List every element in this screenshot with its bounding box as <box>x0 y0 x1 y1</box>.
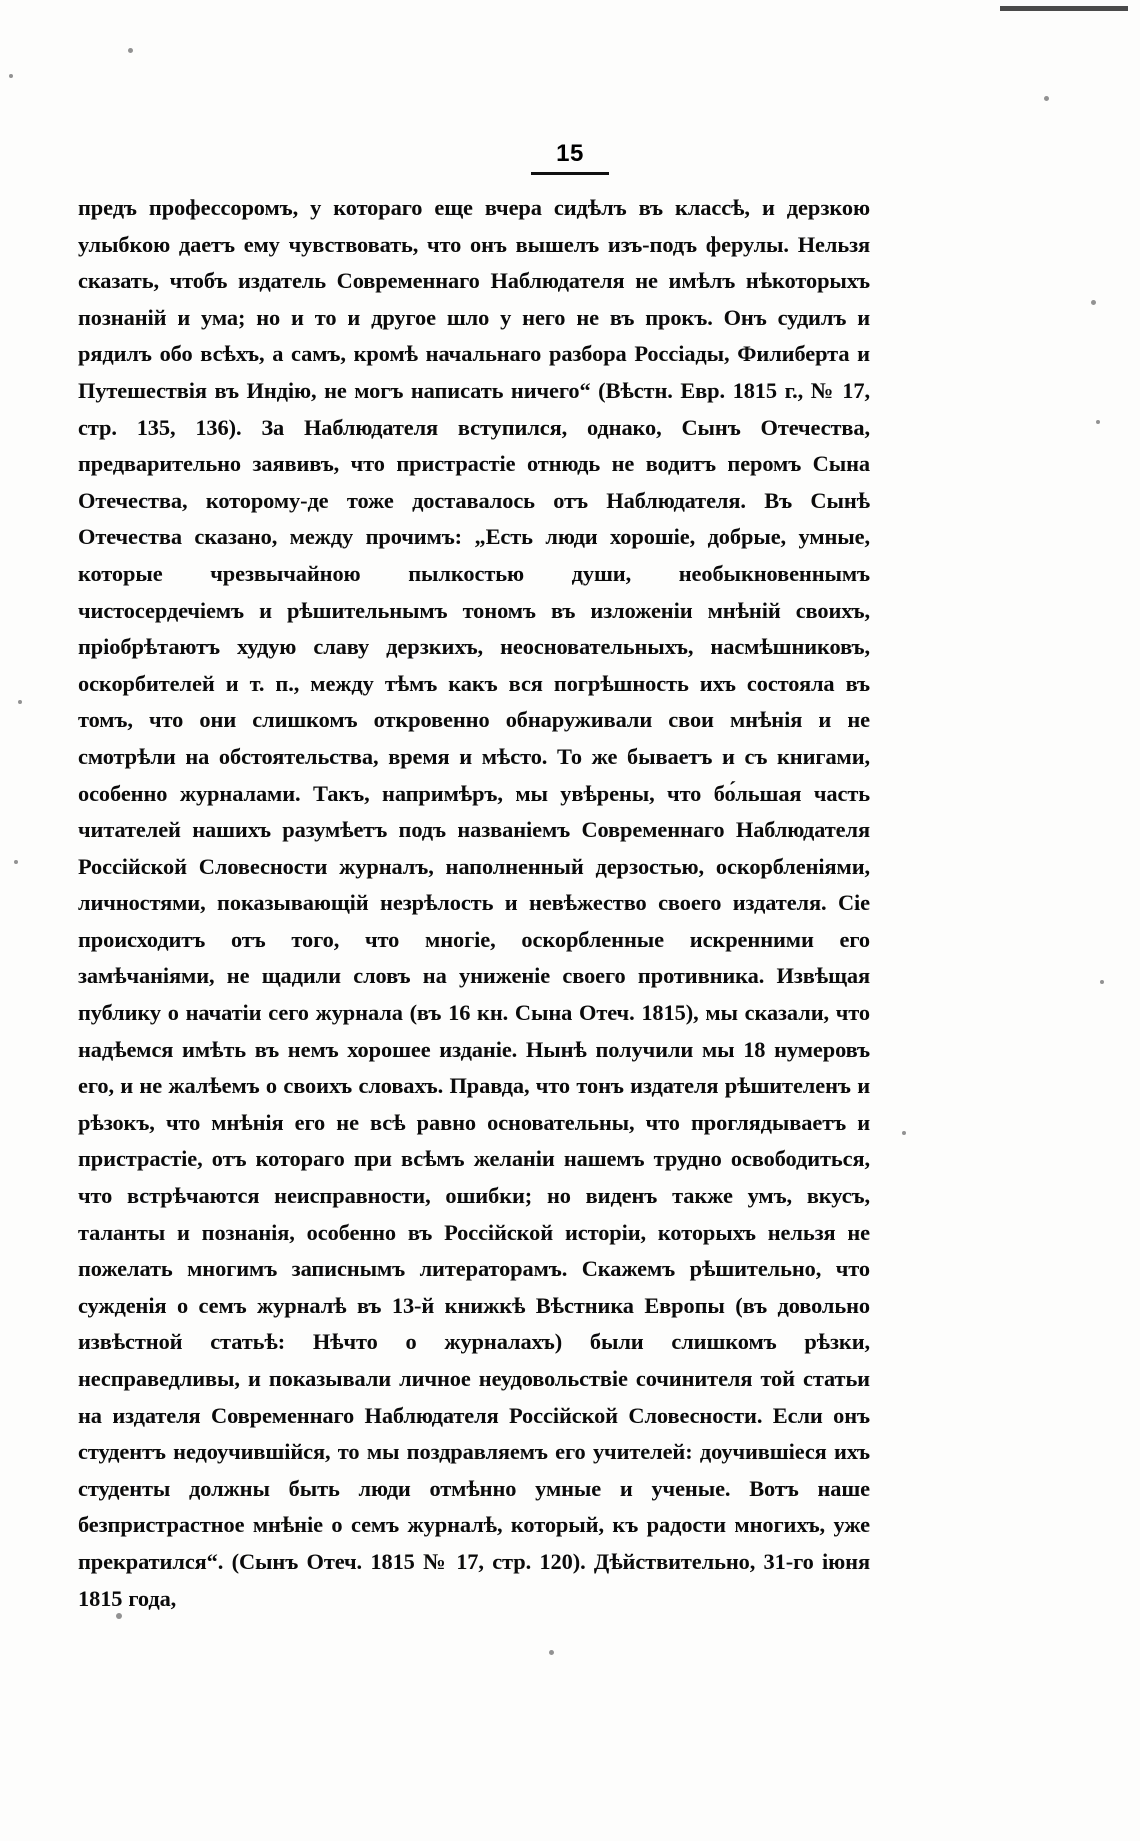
top-edge-mark <box>1000 6 1128 11</box>
scan-speck <box>902 1131 906 1135</box>
body-text-block <box>78 190 870 1617</box>
scan-speck <box>18 700 22 704</box>
page-number: 15 <box>556 140 584 167</box>
scan-speck <box>1044 96 1049 101</box>
scan-speck <box>549 1650 554 1655</box>
scan-speck <box>1091 300 1096 305</box>
scan-speck <box>1100 980 1104 984</box>
scan-speck <box>1096 420 1100 424</box>
scan-speck <box>128 48 133 53</box>
scan-speck <box>9 74 13 78</box>
body-paragraph: предъ профессоромъ, у котораго еще вчера сидѣлъ въ классѣ, и дерзкою улыбкою даетъ ему чувствовать, что онъ вышелъ изъ-подъ ферулы. Нельзя сказать, чтобъ издатель Современнаго Наблюдателя не имѣлъ нѣкоторыхъ познаній и ума; но и то и другое шло у него не въ прокъ. Онъ судилъ и рядилъ обо всѣхъ, а самъ, кромѣ начальнаго разбора Россіады, Филиберта и Путешествія въ Индію, не могъ написать ничего“ (Вѣстн. Евр. 1815 г., № 17, стр. 135, 136). За Наблюдателя вступился, однако, Сынъ Отечества, предварительно заявивъ, что пристрастіе отнюдь не водитъ перомъ Сына Отечества, которому-де тоже доставалось отъ Наблюдателя. Въ Сынѣ Отечества сказано, между прочимъ: „Есть люди хорошіе, добрые, умные, которые чрезвычайною пылкостью души, необыкновеннымъ чистосердечіемъ и рѣшительнымъ тономъ въ изложеніи мнѣній своихъ, пріобрѣтаютъ худую славу дерзкихъ, неосновательныхъ, насмѣшниковъ, оскорбителей и т. п., между тѣмъ какъ вся погрѣшность ихъ состояла въ томъ, что они слишкомъ откровенно обнаруживали свои мнѣнія и не смотрѣли на обстоятельства, время и мѣсто. То же бываетъ и съ книгами, особенно журналами. Такъ, напримѣръ, мы увѣрены, что бо́льшая часть читателей нашихъ разумѣетъ подъ названіемъ Современнаго Наблюдателя Россійской Словесности журналъ, наполненный дерзостью, оскорбленіями, личностями, показывающій незрѣлость и невѣжество своего издателя. Сіе происходитъ отъ того, что многіе, оскорбленные искренними его замѣчаніями, не щадили словъ на униженіе своего противника. Извѣщая публику о начатіи сего журнала (въ 16 кн. Сына Отеч. 1815), мы сказали, что надѣемся имѣть въ немъ хорошее изданіе. Нынѣ получили мы 18 нумеровъ его, и не жалѣемъ о своихъ словахъ. Правда, что тонъ издателя рѣшителенъ и рѣзокъ, что мнѣнія его не всѣ равно основательны, что проглядываетъ и пристрастіе, отъ котораго при всѣмъ желаніи нашемъ трудно освободиться, что встрѣчаются неисправности, ошибки; но виденъ также умъ, вкусъ, таланты и познанія, особенно въ Россійской исторіи, которыхъ нельзя не пожелать многимъ записнымъ литераторамъ. Скажемъ рѣшительно, что сужденія о семъ журналѣ въ 13-й книжкѣ Вѣстника Европы (въ довольно извѣстной статьѣ: Нѣчто о журналахъ) были слишкомъ рѣзки, несправедливы, и показывали личное неудовольствіе сочинителя той статьи на издателя Современнаго Наблюдателя Россійской Словесности. Если онъ студентъ недоучившійся, то мы поздравляемъ его учителей: доучившіеся ихъ студенты должны быть люди отмѣнно умные и ученые. Вотъ наше безпристрастное мнѣніе о семъ журналѣ, который, къ радости многихъ, уже прекратился“. (Сынъ Отеч. 1815 № 17, стр. 120). Дѣйствительно, 31-го іюня 1815 года, <box>78 195 870 1611</box>
scan-speck <box>14 860 18 864</box>
page-header <box>0 140 1140 175</box>
header-rule <box>531 172 609 175</box>
